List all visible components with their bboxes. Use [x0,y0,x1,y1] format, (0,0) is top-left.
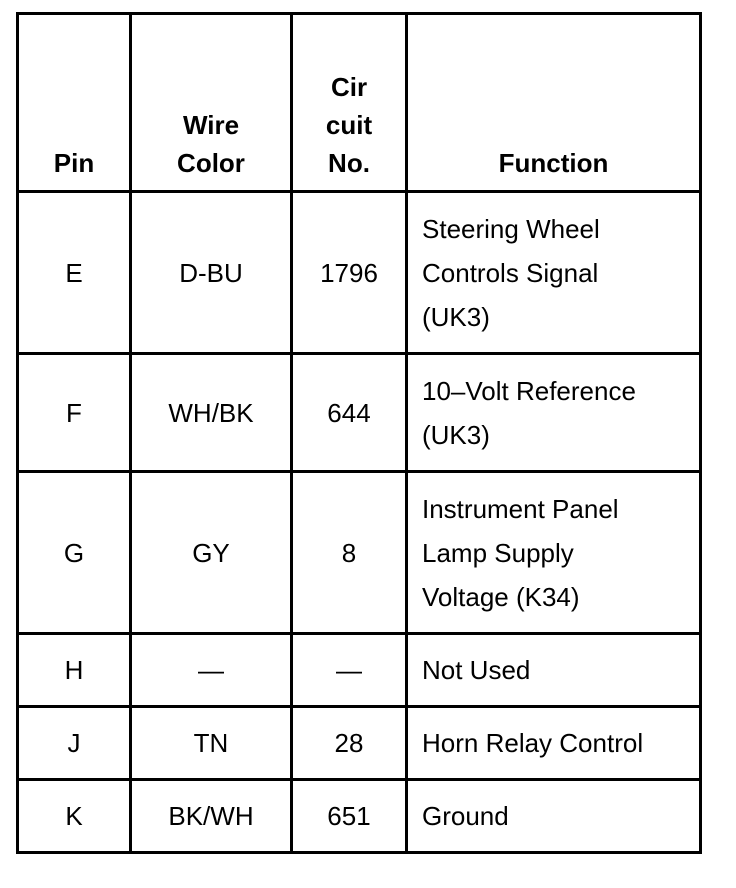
function-line: Controls Signal [422,257,599,288]
cell-wire-color: GY [131,472,292,634]
cell-pin: E [18,192,131,354]
cell-wire-color: WH/BK [131,354,292,472]
function-line: (UK3) [422,301,490,332]
header-wire-color [131,14,292,192]
cell-circuit: 651 [292,780,407,853]
cell-pin: H [18,634,131,707]
header-wire-color-line2: Color [177,148,245,178]
header-circuit-line2: cuit [325,110,373,140]
header-function [407,14,701,192]
function-line: (UK3) [422,419,490,450]
cell-wire-color: D-BU [131,192,292,354]
cell-pin: F [18,354,131,472]
cell-function [407,634,701,707]
header-circuit-line3: No. [328,148,370,178]
cell-function [407,192,701,354]
cell-pin: J [18,707,131,780]
function-line: Lamp Supply [422,537,574,568]
cell-pin: K [18,780,131,853]
function-line: Steering Wheel [422,213,600,244]
connector-pinout-table [16,12,702,854]
table-row [18,634,701,707]
cell-function [407,354,701,472]
table-row [18,780,701,853]
header-pin-label: Pin [53,148,95,178]
cell-circuit: 1796 [292,192,407,354]
cell-circuit: 28 [292,707,407,780]
function-line: Not Used [422,655,531,685]
header-function-label: Function [498,148,609,178]
cell-function [407,780,701,853]
header-wire-color-line1: Wire [182,110,240,140]
function-line: 10–Volt Reference [422,375,636,406]
cell-wire-color: — [131,634,292,707]
function-line: Voltage (K34) [422,581,580,612]
cell-function [407,472,701,634]
header-circuit-no [292,14,407,192]
cell-wire-color: BK/WH [131,780,292,853]
cell-circuit: 8 [292,472,407,634]
cell-wire-color: TN [131,707,292,780]
cell-circuit: — [292,634,407,707]
table-row [18,707,701,780]
header-pin [18,14,131,192]
function-line: Instrument Panel [422,493,619,524]
header-circuit-line1: Cir [330,72,368,102]
cell-pin: G [18,472,131,634]
table-row [18,472,701,634]
table-header-row [18,14,701,192]
cell-circuit: 644 [292,354,407,472]
table-row [18,354,701,472]
function-line: Horn Relay Control [422,728,644,758]
function-line: Ground [422,801,509,831]
cell-function [407,707,701,780]
table-row [18,192,701,354]
